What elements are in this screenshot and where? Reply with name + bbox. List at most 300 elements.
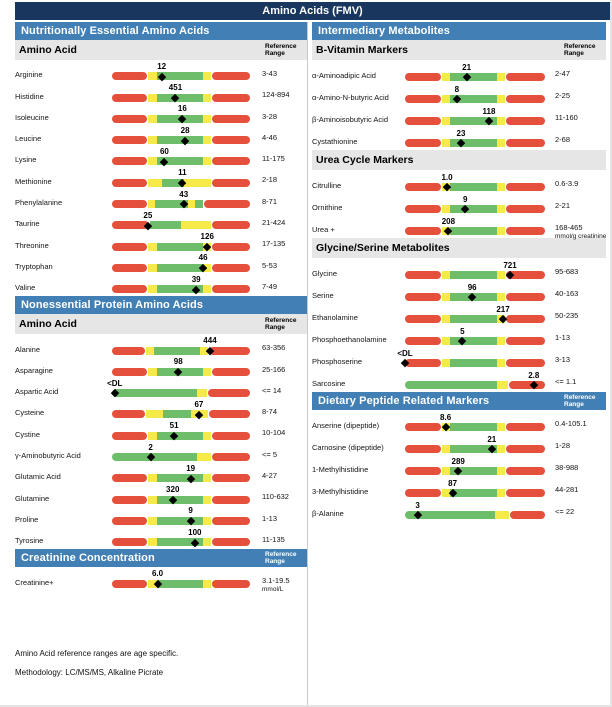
reference-range-value: 3-13 bbox=[555, 355, 571, 364]
section-title: Creatinine Concentration bbox=[21, 552, 155, 565]
yellow-zone-segment bbox=[442, 315, 450, 323]
yellow-zone-segment bbox=[203, 432, 211, 440]
reference-range bbox=[262, 112, 277, 121]
yellow-zone-segment bbox=[442, 337, 450, 345]
red-zone-segment bbox=[112, 285, 147, 293]
yellow-zone-segment bbox=[497, 73, 505, 81]
red-zone-segment bbox=[405, 139, 441, 147]
red-zone-segment bbox=[212, 221, 250, 229]
range-bar bbox=[405, 84, 545, 103]
yellow-zone-segment bbox=[442, 73, 450, 81]
result-value: 217 bbox=[496, 304, 510, 314]
range-bar bbox=[112, 463, 250, 482]
yellow-zone-segment bbox=[148, 496, 156, 504]
reference-range-value: 2-68 bbox=[555, 135, 571, 144]
result-value: 21 bbox=[462, 62, 472, 72]
green-zone-segment bbox=[450, 205, 497, 213]
reference-range bbox=[262, 282, 277, 291]
range-bar bbox=[405, 260, 545, 279]
result-value: 2 bbox=[148, 442, 153, 452]
green-zone-segment bbox=[157, 474, 203, 482]
range-track bbox=[405, 271, 545, 279]
yellow-zone-segment bbox=[203, 517, 211, 525]
red-zone-segment bbox=[506, 359, 545, 367]
rows-block bbox=[312, 170, 606, 238]
reference-range-value: 11-135 bbox=[262, 534, 285, 544]
yellow-zone-segment bbox=[497, 293, 505, 301]
red-zone-segment bbox=[212, 285, 250, 293]
range-track bbox=[112, 157, 250, 165]
range-track bbox=[405, 423, 545, 431]
column-right bbox=[308, 22, 606, 705]
range-bar bbox=[112, 210, 250, 229]
red-zone-segment bbox=[112, 538, 147, 546]
reference-range-heading: Reference Range bbox=[265, 317, 297, 332]
green-zone-segment bbox=[450, 73, 497, 81]
red-zone-segment bbox=[506, 445, 545, 453]
reference-range bbox=[262, 365, 285, 374]
reference-range-value: 8-74 bbox=[262, 407, 278, 417]
yellow-zone-segment bbox=[203, 115, 211, 123]
red-zone-segment bbox=[506, 423, 545, 431]
yellow-zone-segment bbox=[148, 432, 156, 440]
red-zone-segment bbox=[405, 423, 441, 431]
green-zone-segment bbox=[450, 183, 497, 191]
analyte-name: Sarcosine bbox=[312, 379, 346, 388]
red-zone-segment bbox=[208, 389, 250, 397]
yellow-zone-segment bbox=[497, 489, 505, 497]
result-value: 444 bbox=[203, 336, 217, 346]
analyte-name: Taurine bbox=[15, 219, 40, 229]
reference-range bbox=[555, 201, 570, 210]
analyte-row bbox=[15, 569, 307, 594]
analyte-row bbox=[15, 83, 307, 104]
yellow-zone-segment bbox=[203, 72, 211, 80]
analyte-row bbox=[15, 421, 307, 442]
red-zone-segment bbox=[506, 337, 545, 345]
section-header bbox=[15, 22, 307, 40]
analyte-name: Glutamine bbox=[15, 493, 50, 503]
result-value: 9 bbox=[462, 194, 468, 204]
analyte-name: Urea + bbox=[312, 225, 335, 234]
analyte-name: Glycine bbox=[312, 269, 338, 278]
range-bar bbox=[112, 61, 250, 80]
result-value: 11 bbox=[178, 168, 187, 178]
yellow-zone-segment bbox=[146, 410, 164, 418]
red-zone-segment bbox=[204, 200, 250, 208]
result-value: 8 bbox=[454, 84, 460, 94]
red-zone-segment bbox=[112, 264, 147, 272]
red-zone-segment bbox=[405, 445, 441, 453]
section-header bbox=[312, 22, 606, 40]
subsection-title: Glycine/Serine Metabolites bbox=[316, 242, 450, 254]
red-zone-segment bbox=[405, 315, 441, 323]
unit-label: mmol/g creatinine bbox=[555, 233, 607, 240]
reference-range-value: 124-894 bbox=[262, 90, 290, 100]
yellow-zone-segment bbox=[497, 381, 508, 389]
analyte-row bbox=[312, 106, 606, 128]
result-value: 21 bbox=[487, 434, 497, 444]
red-zone-segment bbox=[112, 432, 147, 440]
range-track bbox=[405, 139, 545, 147]
red-zone-segment bbox=[212, 264, 250, 272]
result-value: 451 bbox=[168, 83, 183, 93]
red-zone-segment bbox=[405, 95, 441, 103]
subsection-header bbox=[312, 40, 606, 60]
red-zone-segment bbox=[212, 453, 250, 461]
range-track bbox=[112, 474, 250, 482]
green-zone-segment bbox=[450, 359, 497, 367]
analyte-row bbox=[15, 275, 307, 296]
analyte-row bbox=[15, 336, 307, 357]
red-zone-segment bbox=[506, 227, 545, 235]
analyte-row bbox=[312, 282, 606, 304]
reference-range-value: 5-53 bbox=[262, 260, 278, 270]
red-zone-segment bbox=[212, 115, 250, 123]
analyte-row bbox=[15, 358, 307, 379]
yellow-zone-segment bbox=[181, 221, 211, 229]
red-zone-segment bbox=[509, 381, 545, 389]
red-zone-segment bbox=[112, 157, 147, 165]
green-zone-segment bbox=[405, 381, 497, 389]
rows-block bbox=[312, 258, 606, 392]
analyte-row bbox=[312, 434, 606, 456]
rows-block bbox=[15, 567, 307, 594]
subsection-title: Amino Acid bbox=[19, 44, 77, 56]
range-track bbox=[112, 432, 250, 440]
analyte-name: Threonine bbox=[15, 240, 49, 250]
result-value: 96 bbox=[467, 282, 477, 292]
analyte-row bbox=[312, 172, 606, 194]
range-bar bbox=[405, 194, 545, 213]
reference-range-value: 2-47 bbox=[555, 69, 571, 78]
red-zone-segment bbox=[112, 200, 147, 208]
reference-range bbox=[555, 311, 578, 320]
analyte-name: Carnosine (dipeptide) bbox=[312, 443, 384, 452]
reference-range bbox=[555, 441, 570, 450]
reference-range bbox=[262, 69, 277, 78]
red-zone-segment bbox=[112, 580, 147, 588]
rows-block bbox=[15, 334, 307, 549]
red-zone-segment bbox=[112, 115, 147, 123]
analyte-name: Ornithine bbox=[312, 203, 343, 212]
analyte-name: Ethanolamine bbox=[312, 313, 358, 322]
range-track bbox=[405, 183, 545, 191]
reference-range-value: 1-13 bbox=[262, 513, 278, 523]
analyte-name: Arginine bbox=[15, 70, 43, 80]
range-bar bbox=[112, 485, 250, 504]
analyte-row bbox=[15, 211, 307, 232]
range-track bbox=[112, 389, 250, 397]
range-track bbox=[112, 580, 250, 588]
analyte-name: Histidine bbox=[15, 91, 44, 101]
yellow-zone-segment bbox=[148, 285, 156, 293]
range-bar bbox=[405, 304, 545, 323]
green-zone-segment bbox=[157, 432, 203, 440]
result-value: 87 bbox=[448, 478, 458, 488]
red-zone-segment bbox=[209, 347, 250, 355]
reference-range-value: 38-988 bbox=[555, 463, 579, 472]
range-bar bbox=[112, 83, 250, 102]
reference-range-heading: Reference Range bbox=[564, 43, 596, 57]
reference-range bbox=[555, 355, 570, 364]
subsection-header bbox=[312, 150, 606, 170]
red-zone-segment bbox=[506, 205, 545, 213]
analyte-row bbox=[312, 62, 606, 84]
reference-range-value: 3.1-19.5 bbox=[262, 576, 290, 586]
red-zone-segment bbox=[506, 73, 545, 81]
red-zone-segment bbox=[212, 94, 250, 102]
reference-range bbox=[555, 135, 570, 144]
red-zone-segment bbox=[212, 538, 250, 546]
result-value: 23 bbox=[456, 128, 466, 138]
reference-range-value: 168-465 bbox=[555, 223, 583, 232]
reference-range-value: <= 22 bbox=[555, 507, 575, 516]
yellow-zone-segment bbox=[148, 368, 156, 376]
analyte-row bbox=[15, 443, 307, 464]
reference-range-value: 50-235 bbox=[555, 311, 579, 320]
reference-range-value: 11-160 bbox=[555, 113, 578, 122]
range-track bbox=[405, 95, 545, 103]
red-zone-segment bbox=[112, 243, 147, 251]
analyte-row bbox=[15, 400, 307, 421]
analyte-row bbox=[15, 507, 307, 528]
range-bar bbox=[112, 125, 250, 144]
range-bar bbox=[107, 378, 250, 397]
green-zone-segment bbox=[157, 496, 203, 504]
yellow-zone-segment bbox=[148, 115, 156, 123]
yellow-zone-segment bbox=[497, 359, 505, 367]
result-value: 46 bbox=[198, 253, 208, 263]
reference-range-value: 3-43 bbox=[262, 69, 278, 78]
yellow-zone-segment bbox=[442, 293, 450, 301]
yellow-zone-segment bbox=[497, 445, 505, 453]
reference-range-value: 63-356 bbox=[262, 343, 286, 353]
red-zone-segment bbox=[506, 183, 545, 191]
range-track bbox=[405, 73, 545, 81]
red-zone-segment bbox=[112, 517, 147, 525]
range-track bbox=[405, 315, 545, 323]
yellow-zone-segment bbox=[148, 136, 156, 144]
red-zone-segment bbox=[112, 94, 147, 102]
footnote-line: Amino Acid reference ranges are age specific. bbox=[15, 648, 179, 658]
analyte-name: Cystathionine bbox=[312, 137, 358, 146]
section-title: Nutritionally Essential Amino Acids bbox=[21, 25, 210, 37]
range-bar bbox=[405, 478, 545, 497]
reference-range-value: 11-175 bbox=[262, 154, 285, 164]
range-bar bbox=[405, 326, 545, 345]
reference-range bbox=[262, 407, 277, 416]
red-zone-segment bbox=[212, 136, 250, 144]
reference-range bbox=[555, 267, 578, 276]
reference-range bbox=[262, 133, 277, 142]
range-bar bbox=[112, 232, 250, 251]
range-bar bbox=[112, 506, 250, 525]
red-zone-segment bbox=[212, 72, 250, 80]
red-zone-segment bbox=[212, 368, 250, 376]
analyte-name: Anserine (dipeptide) bbox=[312, 421, 380, 430]
unit-label: mmol/L bbox=[262, 586, 284, 594]
green-zone-segment bbox=[163, 410, 190, 418]
green-zone-segment bbox=[112, 389, 197, 397]
result-value: 39 bbox=[191, 274, 201, 284]
yellow-zone-segment bbox=[442, 271, 450, 279]
reference-range-value: 21-424 bbox=[262, 218, 286, 228]
analyte-name: Asparagine bbox=[15, 365, 53, 375]
range-track bbox=[112, 221, 250, 229]
reference-range-value: 8-71 bbox=[262, 196, 278, 206]
reference-range-value: 40-163 bbox=[555, 289, 579, 298]
yellow-zone-segment bbox=[184, 179, 211, 187]
yellow-zone-segment bbox=[203, 157, 211, 165]
analyte-row bbox=[15, 528, 307, 549]
reference-range bbox=[555, 463, 578, 472]
reference-range bbox=[262, 175, 277, 184]
result-value: 67 bbox=[194, 399, 204, 409]
red-zone-segment bbox=[112, 368, 147, 376]
red-zone-segment bbox=[212, 580, 250, 588]
reference-range-value: <= 14 bbox=[262, 385, 282, 395]
analyte-row bbox=[15, 379, 307, 400]
range-track bbox=[112, 410, 250, 418]
section-header bbox=[15, 549, 307, 567]
yellow-zone-segment bbox=[203, 580, 211, 588]
yellow-zone-segment bbox=[148, 200, 155, 208]
analyte-name: Phenylalanine bbox=[15, 198, 63, 208]
yellow-zone-segment bbox=[497, 183, 505, 191]
reference-range-heading: Reference Range bbox=[564, 394, 596, 408]
analyte-name: Phosphoethanolamine bbox=[312, 335, 387, 344]
red-zone-segment bbox=[209, 410, 250, 418]
report-body bbox=[15, 22, 610, 705]
result-value: 721 bbox=[503, 260, 517, 270]
section-title: Dietary Peptide Related Markers bbox=[318, 395, 490, 407]
yellow-zone-segment bbox=[146, 347, 154, 355]
yellow-zone-segment bbox=[148, 94, 156, 102]
report-title: Amino Acids (FMV) bbox=[15, 2, 610, 20]
analyte-row bbox=[15, 62, 307, 83]
subsection-header bbox=[15, 40, 307, 60]
yellow-zone-segment bbox=[442, 117, 450, 125]
result-value: 289 bbox=[451, 456, 465, 466]
red-zone-segment bbox=[212, 243, 250, 251]
analyte-row bbox=[15, 147, 307, 168]
yellow-zone-segment bbox=[148, 517, 156, 525]
analyte-name: Citrulline bbox=[312, 181, 342, 190]
yellow-zone-segment bbox=[497, 205, 505, 213]
red-zone-segment bbox=[212, 179, 250, 187]
reference-range bbox=[262, 386, 281, 395]
reference-range bbox=[262, 450, 277, 459]
range-track bbox=[405, 227, 545, 235]
yellow-zone-segment bbox=[442, 95, 450, 103]
range-track bbox=[112, 347, 250, 355]
section-header bbox=[15, 296, 307, 314]
reference-range-value: 4-27 bbox=[262, 471, 278, 481]
green-zone-segment bbox=[150, 221, 181, 229]
result-value: <DL bbox=[107, 378, 123, 388]
reference-range bbox=[262, 535, 285, 544]
green-zone-segment bbox=[450, 337, 497, 345]
analyte-name: β-Alanine bbox=[312, 509, 344, 518]
analyte-name: γ-Aminobutyric Acid bbox=[15, 451, 81, 461]
subsection-title: Amino Acid bbox=[19, 318, 77, 331]
reference-range-value: 95-683 bbox=[555, 267, 579, 276]
reference-range bbox=[262, 90, 290, 99]
yellow-zone-segment bbox=[203, 496, 211, 504]
reference-range bbox=[555, 419, 587, 428]
reference-range-value: 2-18 bbox=[262, 175, 278, 185]
reference-range bbox=[262, 218, 285, 227]
yellow-zone-segment bbox=[497, 423, 505, 431]
subsection-title: B-Vitamin Markers bbox=[316, 44, 409, 56]
range-bar bbox=[112, 274, 250, 293]
reference-range-value: 10-104 bbox=[262, 428, 286, 438]
red-zone-segment bbox=[212, 157, 250, 165]
green-zone-segment bbox=[450, 423, 497, 431]
red-zone-segment bbox=[112, 347, 145, 355]
green-zone-segment bbox=[450, 227, 497, 235]
analyte-name: β-Aminoisobutyric Acid bbox=[312, 115, 389, 124]
yellow-zone-segment bbox=[497, 467, 505, 475]
range-bar bbox=[112, 357, 250, 376]
red-zone-segment bbox=[112, 474, 147, 482]
result-value: 118 bbox=[482, 106, 496, 116]
reference-range-value: 2-25 bbox=[555, 91, 571, 100]
red-zone-segment bbox=[405, 293, 441, 301]
yellow-zone-segment bbox=[442, 139, 450, 147]
green-zone-segment bbox=[157, 580, 203, 588]
range-bar bbox=[405, 456, 545, 475]
red-zone-segment bbox=[506, 139, 545, 147]
analyte-row bbox=[15, 464, 307, 485]
red-zone-segment bbox=[112, 136, 147, 144]
reference-range bbox=[262, 343, 285, 352]
analyte-name: Proline bbox=[15, 514, 39, 524]
range-bar bbox=[112, 146, 250, 165]
range-bar bbox=[112, 104, 250, 123]
range-bar bbox=[405, 172, 545, 191]
analyte-name: Lysine bbox=[15, 155, 37, 165]
analyte-row bbox=[312, 194, 606, 216]
green-zone-segment bbox=[157, 264, 203, 272]
result-value: 208 bbox=[441, 216, 456, 226]
yellow-zone-segment bbox=[442, 359, 450, 367]
analyte-name: Creatinine+ bbox=[15, 577, 54, 587]
reference-range-value: 17-135 bbox=[262, 239, 286, 249]
yellow-zone-segment bbox=[442, 205, 450, 213]
rows-block bbox=[15, 60, 307, 296]
result-value: <DL bbox=[397, 348, 413, 358]
range-bar bbox=[112, 189, 250, 208]
result-value: 126 bbox=[200, 232, 214, 242]
range-track bbox=[405, 381, 545, 389]
analyte-name: Aspartic Acid bbox=[15, 387, 59, 397]
red-zone-segment bbox=[405, 489, 441, 497]
reference-range bbox=[555, 333, 570, 342]
result-value: 6.0 bbox=[151, 569, 164, 579]
footnotes bbox=[15, 649, 307, 677]
analyte-name: Cystine bbox=[15, 429, 41, 439]
red-zone-segment bbox=[112, 496, 147, 504]
analyte-name: Cysteine bbox=[15, 408, 45, 418]
green-zone-segment bbox=[450, 271, 497, 279]
range-track bbox=[405, 359, 545, 367]
analyte-row bbox=[15, 190, 307, 211]
red-zone-segment bbox=[506, 489, 545, 497]
range-bar bbox=[112, 336, 250, 355]
yellow-zone-segment bbox=[203, 474, 211, 482]
